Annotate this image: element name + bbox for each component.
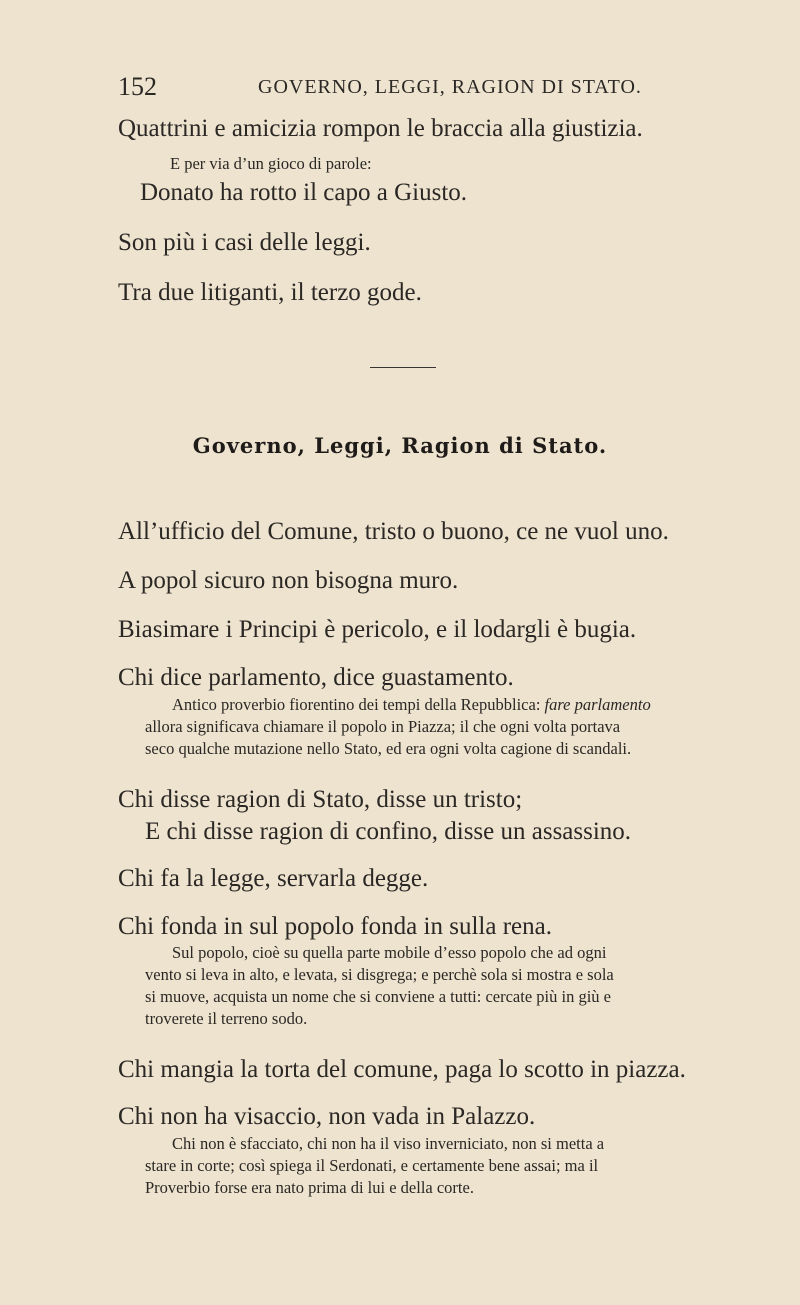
running-title: GOVERNO, LEGGI, RAGION DI STATO. bbox=[258, 76, 642, 98]
proverb: Quattrini e amicizia rompon le braccia alla giustizia. bbox=[118, 115, 643, 142]
proverb: Chi mangia la torta del comune, paga lo scotto in piazza. bbox=[118, 1056, 686, 1083]
note: si muove, acquista un nome che si conviene a tutti: cercate più in giù e bbox=[145, 987, 611, 1006]
note-text: Antico proverbio fiorentino dei tempi della Repubblica: bbox=[172, 695, 545, 714]
note-italic-text: fare parlamento bbox=[544, 695, 651, 714]
note: troverete il terreno sodo. bbox=[145, 1009, 308, 1028]
proverb: E chi disse ragion di confino, disse un assassino. bbox=[145, 818, 632, 845]
proverb: Son più i casi delle leggi. bbox=[118, 229, 371, 256]
proverb: Chi dice parlamento, dice guastamento. bbox=[118, 664, 514, 691]
proverb: A popol sicuro non bisogna muro. bbox=[118, 567, 459, 594]
proverb: All’ufficio del Comune, tristo o buono, ce ne vuol uno. bbox=[118, 518, 669, 545]
note: stare in corte; così spiega il Serdonati, e certamente bene assai; ma il bbox=[145, 1156, 599, 1175]
page-number: 152 bbox=[118, 72, 157, 101]
running-head bbox=[118, 72, 740, 112]
proverb: Chi disse ragion di Stato, disse un tristo; bbox=[118, 786, 523, 813]
proverb: Donato ha rotto il capo a Giusto. bbox=[140, 179, 468, 206]
note: Proverbio forse era nato prima di lui e della corte. bbox=[145, 1178, 474, 1197]
section-divider bbox=[370, 367, 436, 368]
proverb: Chi fonda in sul popolo fonda in sulla rena. bbox=[118, 913, 552, 940]
proverb: Biasimare i Principi è pericolo, e il lodargli è bugia. bbox=[118, 616, 637, 643]
note: Chi non è sfacciato, chi non ha il viso inverniciato, non si metta a bbox=[172, 1134, 605, 1153]
note: allora significava chiamare il popolo in Piazza; il che ogni volta portava bbox=[145, 717, 621, 736]
proverb: Chi non ha visaccio, non vada in Palazzo. bbox=[118, 1103, 536, 1130]
note bbox=[172, 694, 740, 716]
proverb: Tra due litiganti, il terzo gode. bbox=[118, 279, 422, 306]
section-title: Governo, Leggi, Ragion di Stato. bbox=[192, 433, 608, 458]
note: E per via d’un gioco di parole: bbox=[170, 154, 372, 173]
note: seco qualche mutazione nello Stato, ed era ogni volta cagione di scandali. bbox=[145, 739, 632, 758]
note: Sul popolo, cioè su quella parte mobile d’esso popolo che ad ogni bbox=[172, 943, 607, 962]
note: vento si leva in alto, e levata, si disgrega; e perchè sola si mostra e sola bbox=[145, 965, 614, 984]
proverb: Chi fa la legge, servarla degge. bbox=[118, 865, 429, 892]
